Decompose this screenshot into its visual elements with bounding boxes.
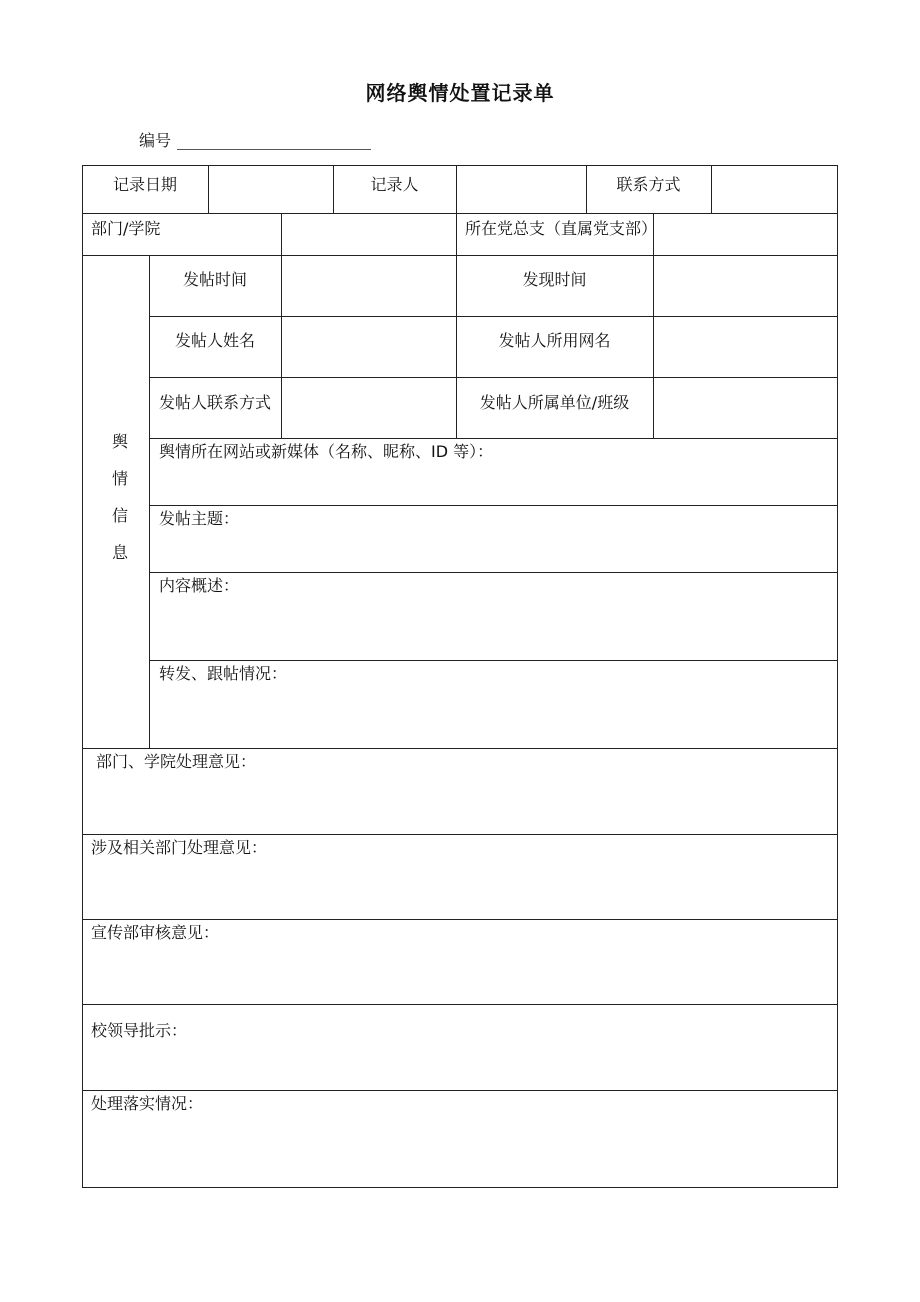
row-divider (149, 377, 838, 378)
row-divider (149, 572, 838, 573)
col-divider (456, 165, 457, 213)
poster-netname-label: 发帖人所用网名 (498, 331, 611, 350)
col-divider (711, 165, 712, 213)
content-summary-label: 内容概述： (159, 576, 240, 595)
page-title: 网络舆情处置记录单 (365, 81, 555, 105)
row-divider (82, 255, 838, 256)
row-divider (82, 748, 838, 749)
media-label: 舆情所在网站或新媒体（名称、昵称、ID 等）： (159, 442, 494, 461)
recorder-label: 记录人 (370, 175, 419, 194)
row-divider (149, 660, 838, 661)
col-divider (149, 255, 150, 748)
col-divider (456, 213, 457, 255)
row-divider (82, 213, 838, 214)
serial-number-label: 编号 (139, 131, 172, 150)
poster-name-label: 发帖人姓名 (174, 331, 255, 350)
row-divider (82, 919, 838, 920)
publicity-opinion-label: 宣传部审核意见： (91, 923, 220, 942)
party-branch-label: 所在党总支（直属党支部） (465, 219, 658, 238)
dept-opinion-label: 部门、学院处理意见： (96, 752, 257, 771)
serial-number-field[interactable] (177, 149, 371, 150)
row-divider (82, 1004, 838, 1005)
table-border-top (82, 165, 838, 166)
implementation-label: 处理落实情况： (91, 1094, 204, 1113)
col-divider (208, 165, 209, 213)
record-date-label: 记录日期 (112, 175, 177, 194)
col-divider (653, 255, 654, 438)
row-divider (149, 505, 838, 506)
row-divider (149, 438, 838, 439)
poster-contact-label: 发帖人联系方式 (158, 393, 271, 412)
department-label: 部门/学院 (91, 219, 161, 238)
table-border-right (837, 165, 838, 1187)
related-dept-opinion-label: 涉及相关部门处理意见： (91, 838, 268, 857)
repost-status-label: 转发、跟帖情况： (159, 664, 288, 683)
row-divider (82, 834, 838, 835)
row-divider (82, 1090, 838, 1091)
post-time-label: 发帖时间 (182, 270, 247, 289)
found-time-label: 发现时间 (522, 270, 587, 289)
table-border-left (82, 165, 83, 1187)
post-topic-label: 发帖主题： (159, 509, 240, 528)
row-divider (149, 316, 838, 317)
contact-label: 联系方式 (616, 175, 681, 194)
col-divider (281, 255, 282, 438)
col-divider (281, 213, 282, 255)
sentiment-info-side-label: 舆 情 信 息 (111, 432, 128, 562)
poster-unit-label: 发帖人所属单位/班级 (479, 393, 630, 412)
leader-instruction-label: 校领导批示： (91, 1021, 188, 1040)
table-border-bottom (82, 1187, 838, 1188)
